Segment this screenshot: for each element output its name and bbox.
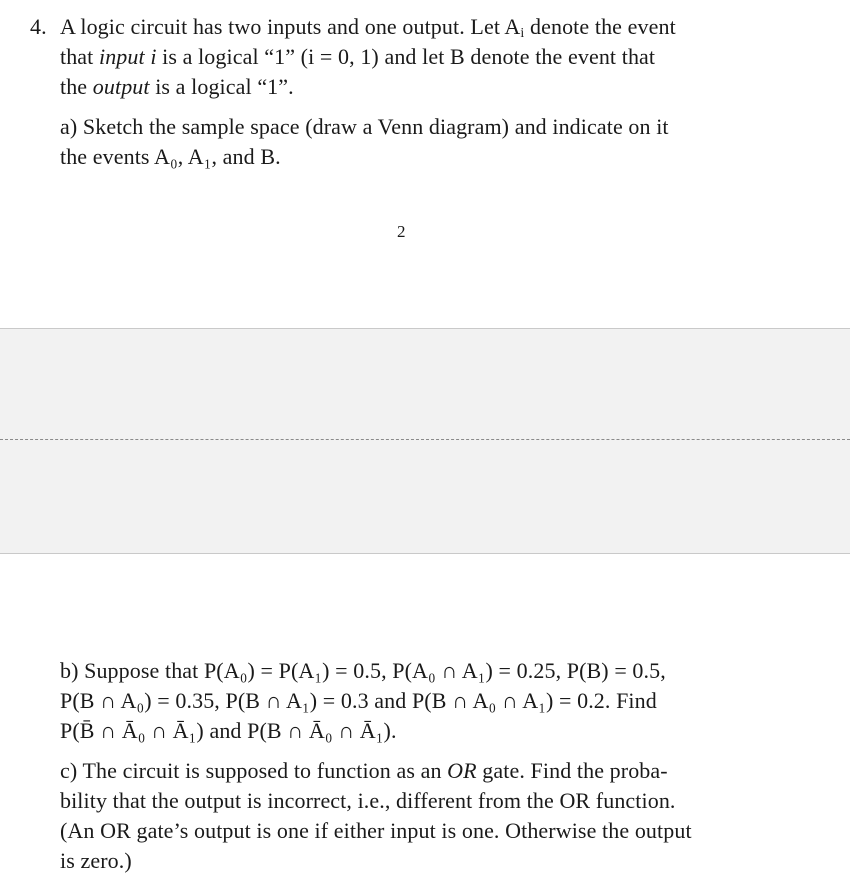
problem-line-2: that input i is a logical “1” (i = 0, 1) and let B denote the event that bbox=[60, 44, 656, 69]
part-c-line-1: c) The circuit is supposed to function as an OR gate. Find the proba- bbox=[60, 758, 668, 783]
problem-line-3: the output is a logical “1”. bbox=[60, 74, 294, 99]
part-c-line-3: (An OR gate’s output is one if either input is one. Otherwise the output bbox=[60, 818, 692, 843]
part-b-line-1: b) Suppose that P(A₀) = P(A₁) = 0.5, P(A₀ ∩ A₁) = 0.25, P(B) = 0.5, bbox=[60, 658, 666, 683]
problem-line-1: 4. A logic circuit has two inputs and one output. Let $A_i$ denote the event bbox=[30, 14, 676, 41]
part-b-line-3: P(B̄ ∩ Ā₀ ∩ Ā₁) and P(B ∩ Ā₀ ∩ Ā₁). bbox=[60, 718, 397, 743]
part-a-line-1: a) Sketch the sample space (draw a Venn diagram) and indicate on it bbox=[60, 114, 669, 139]
page-number: 2 bbox=[397, 222, 406, 241]
part-b bbox=[60, 656, 830, 746]
page-break-band bbox=[0, 328, 850, 554]
part-c bbox=[60, 756, 820, 876]
part-b-line-2: P(B ∩ A₀) = 0.35, P(B ∩ A₁) = 0.3 and P(B ∩ A₀ ∩ A₁) = 0.2. Find bbox=[60, 688, 657, 713]
page-break-dashed-line bbox=[0, 439, 850, 440]
problem-statement bbox=[30, 12, 810, 102]
part-a-line-2: the events A₀, A₁, and B. bbox=[60, 144, 281, 169]
problem-number: 4. bbox=[30, 14, 47, 39]
part-c-line-2: bility that the output is incorrect, i.e., different from the OR function. bbox=[60, 788, 676, 813]
part-c-line-4: is zero.) bbox=[60, 848, 132, 873]
part-a bbox=[60, 112, 820, 172]
